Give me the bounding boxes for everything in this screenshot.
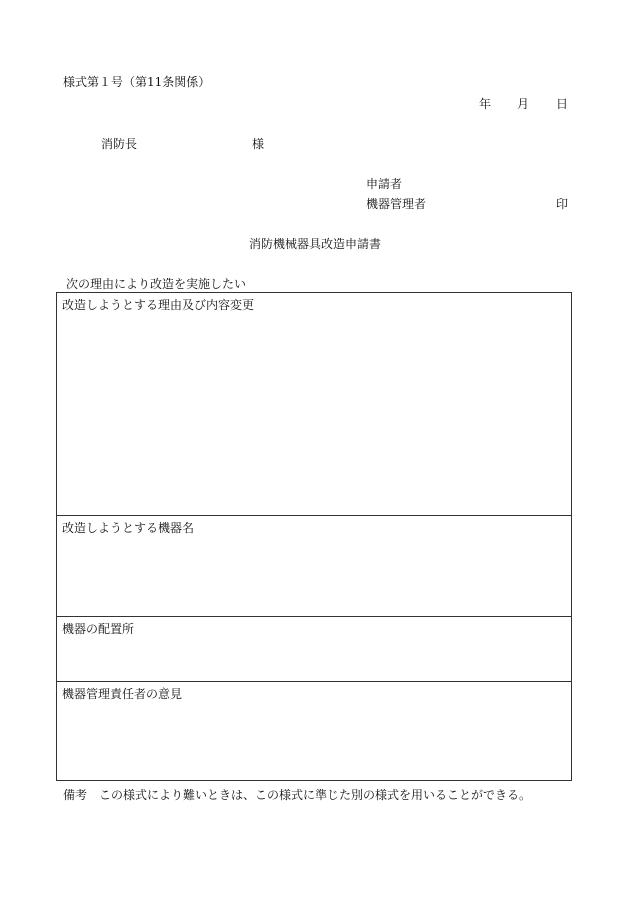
date-year-label: 年 [479, 97, 492, 111]
addressee-title: 消防長 [101, 137, 138, 151]
form-reference: 様式第１号（第11条関係） [63, 75, 211, 89]
addressee-honorific: 様 [252, 137, 265, 151]
manager-opinion-field[interactable] [57, 681, 571, 780]
application-form-table [56, 292, 572, 781]
equipment-name-field[interactable] [57, 515, 571, 616]
reason-and-changes-label: 改造しようとする理由及び内容変更 [62, 298, 255, 312]
seal-label: 印 [556, 197, 569, 211]
date-month-label: 月 [517, 97, 530, 111]
equipment-location-field[interactable] [57, 616, 571, 681]
remarks-note: 備考 この様式により難いときは、この様式に準じた別の様式を用いることができる。 [63, 788, 532, 802]
manager-opinion-label: 機器管理責任者の意見 [62, 687, 183, 701]
applicant-label: 申請者 [366, 177, 403, 191]
document-title: 消防機械器具改造申請書 [248, 237, 381, 251]
equipment-location-label: 機器の配置所 [62, 622, 135, 636]
intro-text: 次の理由により改造を実施したい [66, 277, 247, 291]
reason-and-changes-field[interactable] [57, 293, 571, 515]
equipment-name-label: 改造しようとする機器名 [62, 521, 195, 535]
equipment-manager-label: 機器管理者 [366, 197, 427, 211]
date-day-label: 日 [556, 97, 569, 111]
